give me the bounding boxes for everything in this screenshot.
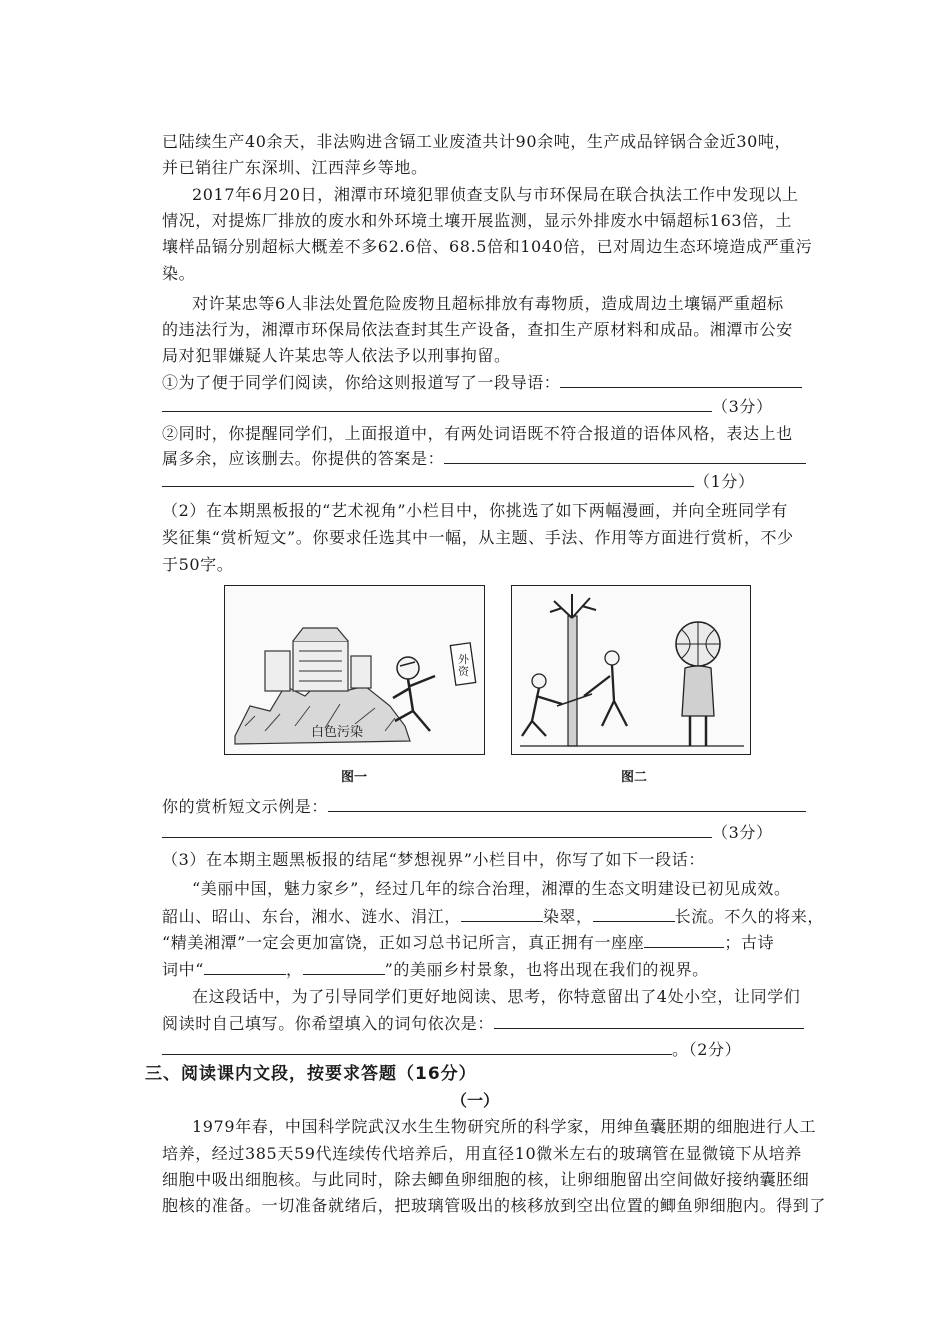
paragraph-3-line-2: 的违法行为，湘潭市环保局依法查封其生产设备，查扣生产原材料和成品。湘潭市公安 <box>162 320 793 339</box>
question-3-quote-3: “精美湘潭”一定会更加富饶，正如习总书记所言，真正拥有一座座 ；古诗 <box>162 933 775 952</box>
answer-blank[interactable] <box>162 1039 672 1055</box>
question-2-line-1: （2）在本期黑板报的“艺术视角”小栏目中，你挑选了如下两幅漫画，并向全班同学有 <box>162 501 788 520</box>
answer-blank[interactable] <box>444 448 806 464</box>
answer-blank[interactable] <box>162 822 712 838</box>
figure-2-label: 图二 <box>620 770 647 785</box>
answer-blank[interactable] <box>328 796 806 812</box>
figure-1-sign-text: 外资 <box>458 653 469 678</box>
fill-blank-1[interactable] <box>461 906 543 922</box>
score-label: （1分） <box>694 472 755 491</box>
fill-blank-4[interactable] <box>204 959 286 975</box>
question-3-quote-4: 词中“ ， ”的美丽乡村景象，也将出现在我们的视界。 <box>162 960 709 979</box>
question-3-instruction-2: 阅读时自己填写。你希望填入的词句依次是： <box>162 1013 812 1034</box>
section-3-heading: 三、阅读课内文段，按要求答题（16分） <box>145 1064 477 1084</box>
cartoon-figure-2 <box>511 585 751 755</box>
paragraph-1-line-1: 已陆续生产40余天，非法购进含镉工业废渣共计90余吨，生产成品锌锅合金近30吨， <box>162 132 792 151</box>
section-3-line-3: 细胞中吸出细胞核。与此同时，除去鲫鱼卵细胞的核，让卵细胞留出空间做好接纳囊胚细 <box>162 1170 810 1189</box>
answer-blank[interactable] <box>494 1013 804 1029</box>
question-1-part-2-line-1: ②同时，你提醒同学们，上面报道中，有两处词语既不符合报道的语体风格，表达上也 <box>162 424 793 443</box>
question-1-part-2-line-2: 属多余，应该删去。你提供的答案是： <box>162 448 812 469</box>
section-3-subheading: （一） <box>450 1091 499 1110</box>
question-3-instruction-1: 在这段话中，为了引导同学们更好地阅读、思考，你特意留出了4处小空，让同学们 <box>192 987 801 1006</box>
question-3-line-1: （3）在本期主题黑板报的结尾“梦想视界”小栏目中，你写了如下一段话： <box>162 850 705 869</box>
paragraph-2-line-3: 壤样品镉分别超标大概差不多62.6倍、68.5倍和1040倍，已对周边生态环境造成严重污 <box>162 237 813 256</box>
answer-blank[interactable] <box>560 372 802 388</box>
answer-blank[interactable] <box>162 471 694 487</box>
cartoon-2-drawing <box>512 586 750 754</box>
fill-blank-3[interactable] <box>644 932 724 948</box>
score-label: （2分） <box>688 1040 742 1059</box>
cartoon-figure-1 <box>224 585 485 755</box>
section-3-line-2: 培养，经过385天59代连续传代培养后，用直径10微米左右的玻璃管在显微镜下从培养 <box>162 1144 802 1163</box>
question-1-part-1 <box>162 372 812 393</box>
appreciation-answer-line-2 <box>162 822 812 843</box>
paragraph-2-line-2: 情况，对提炼厂排放的废水和外环境土壤开展监测，显示外排废水中镉超标163倍，土 <box>162 211 792 230</box>
section-3-line-4: 胞核的准备。一切准备就绪后，把玻璃管吸出的核移放到空出位置的鲫鱼卵细胞内。得到了 <box>162 1196 827 1215</box>
question-2-line-2: 奖征集“赏析短文”。你要求任选其中一幅，从主题、手法、作用等方面进行赏析，不少 <box>162 528 794 547</box>
section-3-line-1: 1979年春，中国科学院武汉水生生物研究所的科学家，用绅鱼囊胚期的细胞进行人工 <box>192 1117 817 1136</box>
paragraph-2-line-4: 染。 <box>162 264 196 283</box>
paragraph-2-line-1: 2017年6月20日，湘潭市环境犯罪侦查支队与市环保局在联合执法工作中发现以上 <box>192 185 799 204</box>
score-label: （3分） <box>712 823 773 842</box>
question-3-quote-1: “美丽中国，魅力家乡”，经过几年的综合治理，湘潭的生态文明建设已初见成效。 <box>192 879 791 898</box>
figure-1-caption: 白色污染 <box>311 725 364 740</box>
fill-blank-5[interactable] <box>303 959 385 975</box>
question-3-answer-line: 。（2分） <box>162 1039 812 1060</box>
appreciation-answer-line-1: 你的赏析短文示例是： <box>162 796 812 817</box>
paragraph-3-line-1: 对许某忠等6人非法处置危险废物且超标排放有毒物质，造成周边土壤镉严重超标 <box>192 294 784 313</box>
figure-1-label: 图一 <box>340 770 367 785</box>
fill-blank-2[interactable] <box>593 906 675 922</box>
question-1-part-1-prompt: ①为了便于同学们阅读，你给这则报道写了一段导语： <box>162 373 561 392</box>
paragraph-3-line-3: 局对犯罪嫌疑人许某忠等人依法予以刑事拘留。 <box>162 346 511 365</box>
paragraph-1-line-2: 并已销往广东深圳、江西萍乡等地。 <box>162 158 428 177</box>
question-2-line-3: 于50字。 <box>162 555 234 574</box>
score-label: （3分） <box>712 397 773 416</box>
answer-blank[interactable] <box>162 396 712 412</box>
question-3-quote-2: 韶山、昭山、东台，湘水、涟水、涓江， 染翠， 长流。不久的将来， <box>162 907 825 926</box>
question-1-part-2-answer-line <box>162 471 812 492</box>
question-1-part-1-answer-line <box>162 396 812 417</box>
